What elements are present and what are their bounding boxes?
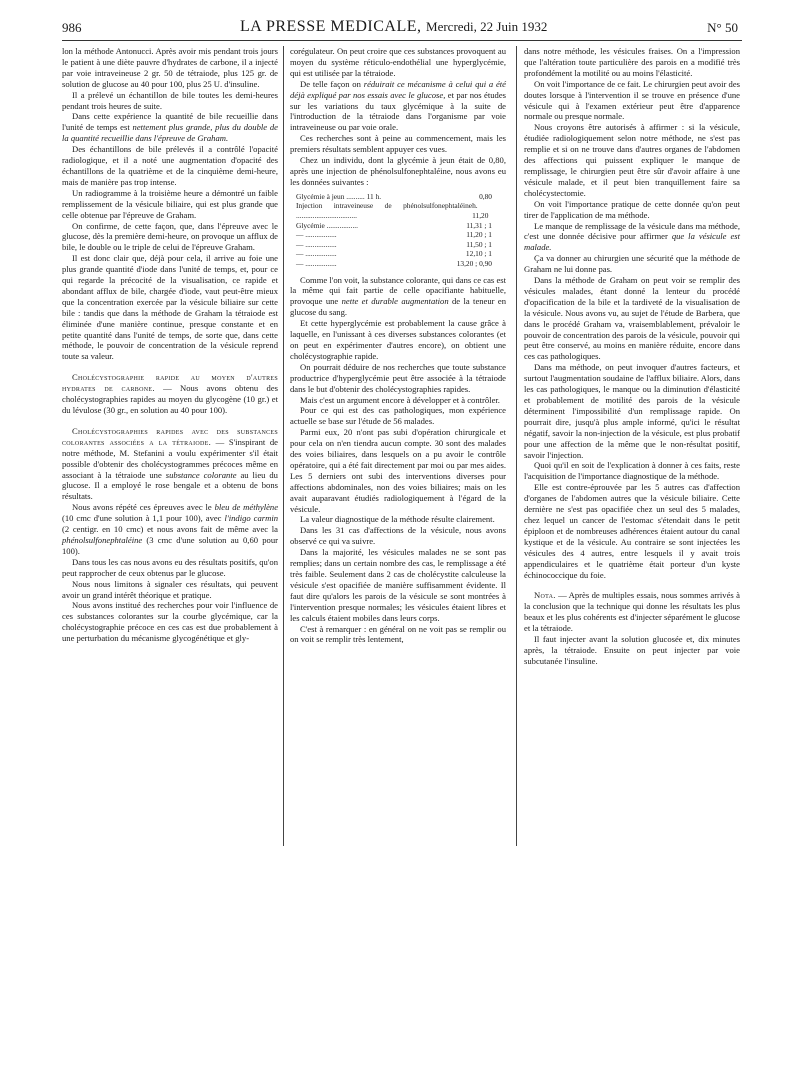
issue-number: N° 50 (707, 20, 738, 35)
paragraph: Nous nous limitons à signaler ces résultats, qui peuvent avoir un grand intérêt théorique et pratique. (62, 578, 278, 600)
paragraph: lon la méthode Antonucci. Après avoir mis pendant trois jours le patient à une diète pauvre d'hydrates de carbone, il a injecté par voie intraveineuse 2 gr. 50 de tétraiode, plus 125 gr. de solution de glucose au 40 pour 100, plus 25 U. d'insuline. (62, 46, 278, 89)
spacer (62, 362, 278, 372)
paragraph: Chez un individu, dont la glycémie à jeun était de 0,80, après une injection de phénolsulfonephtaléine, nous avons eu les données suivantes : (290, 155, 506, 187)
row-label: — ................. (296, 258, 337, 268)
paragraph: Dans la majorité, les vésicules malades ne se sont pas remplies; dans un certain nombre des cas, le remplissage a été très faible. Seulement dans 2 cas de cholécystite calculeuse la vésicule s'est opacifiée de manière suffisamment évidente. Il faut dire qu'alors les parois de la vésicule se sont montrées à l'intervention presque normales; les vésicules étaient libres et les calculs étaient mobiles dans leurs corps. (290, 547, 506, 623)
journal-title (240, 18, 547, 36)
paragraph: Ces recherches sont à peine au commencement, mais les premiers résultats semblent appuyer ces vues. (290, 133, 506, 155)
paragraph: Quoi qu'il en soit de l'explication à donner à ces faits, reste l'acquisition de l'importance diagnostique de la méthode. (524, 460, 740, 482)
row-value: 12,10 ; 1 (465, 249, 492, 259)
text-run: — Après de multiples essais, nous sommes arrivés à la conclusion que la technique qui donne les résultats les plus beaux et les plus cohérents est d'injecter séparément le glucose et la tétraiode. (524, 590, 740, 634)
paragraph: corégulateur. On peut croire que ces substances provoquent au moyen du système réticulo-endothélial une hyperglycémie, qui est utilisée par la tétraiode. (290, 46, 506, 78)
paragraph: La valeur diagnostique de la méthode résulte clairement. (300, 514, 495, 525)
paragraph (524, 590, 740, 634)
row-label: — ................. (296, 230, 337, 240)
paragraph: Pour ce qui est des cas pathologiques, mon expérience actuelle se base sur l'étude de 56 malades. (290, 405, 506, 427)
paragraph: Parmi eux, 20 n'ont pas subi d'opération chirurgicale et pour cela on n'en tiendra aucun compte. 30 sont des malades des voies biliaires, dans lesquels on a pu avoir le contrôle opératoire, qui a été fait directement par moi ou par mes aides. Les 5 derniers ont subi des interventions diverses pour affections abdominales, non des voies biliaires; mais on les avait auparavant étudiés radiologiquement à l'égard de la vésicule. (290, 427, 506, 514)
table-row (296, 259, 492, 269)
section-heading: Cholécystographie rapide au moyen d'autres hydrates de carbone. (62, 372, 278, 394)
paragraph: Dans ma méthode, on peut invoquer d'autres facteurs, et surtout l'augmentation soudaine de l'afflux biliaire. Alors, dans les cas pathologiques, le manque ou la diminution d'élasticité et probablement de motilité des parois de la vésicule déterminent l'impossibilité d'un remplissage rapide. On pourrait dire, jusqu'à plus ample informé, qu'ici le résultat négatif, savoir la non-injection de la vésicule, est plus probatif pour une affection de la même que le non-résultat positif, savoir l'injection. (524, 362, 740, 460)
row-label: — ................. (296, 239, 337, 249)
section-heading: Cholécystographies rapides avec des substances colorantes associées a la tétraiode. (62, 425, 278, 447)
column-2 (290, 46, 506, 645)
paragraph: C'est à remarquer : en général on ne voit pas se remplir ou on voit se remplir très lentement, (290, 623, 506, 645)
paragraph (62, 111, 278, 144)
page-number: 986 (62, 20, 82, 35)
text-run: — Nous avons obtenu des cholécystographies rapides au moyen du glycogène (10 gr.) et du lévulose (30 gr., en solution au 40 pour 100). (62, 383, 278, 415)
table-row (296, 230, 492, 240)
spacer (524, 580, 740, 590)
row-value: h. 11,20 (472, 201, 489, 220)
page-header (62, 18, 738, 40)
paragraph: Et cette hyperglycémie est probablement la cause grâce à laquelle, en l'unissant à ces diverses substances colorantes (et on peut en expérimenter d'autres encore), on obtient une cholécystographie rapide. (290, 318, 506, 361)
paragraph: Il faut injecter avant la solution glucosée et, dix minutes après, la tétraiode. Ensuite on peut injecter par voie subcutanée l'insuline. (524, 634, 740, 666)
paragraph (290, 79, 506, 134)
row-value: 0,80 (479, 191, 492, 201)
text-run: Le manque de remplissage de la vésicule dans ma méthode, c'est une donnée décisive pour affirmer (524, 220, 740, 242)
text-run: Comme l'on voit, la substance colorante, qui dans ce cas est la même qui fait partie de celle opacifiante habituelle, provoque une (290, 274, 506, 307)
paragraph: Ça va donner au chirurgien une sécurité que la méthode de Graham ne lui donne pas. (524, 253, 740, 275)
table-row (296, 201, 492, 220)
paragraph (524, 221, 740, 254)
column-3 (524, 46, 740, 667)
row-value: 11,50 ; 1 (466, 239, 492, 249)
emphasis: l'indigo carmin (224, 513, 278, 524)
paragraph (62, 502, 278, 557)
emphasis: phénolsulfonephtaléine (62, 534, 143, 545)
emphasis: substance colorante (165, 469, 237, 480)
paragraph: On confirme, de cette façon, que, dans l'épreuve avec le glucose, dès la première demi-heure, on provoque un afflux de bile, le double ou le triple de celui de l'épreuve Graham. (62, 220, 278, 253)
table-row (296, 249, 492, 259)
row-label: Injection intraveineuse de phénolsulfonephtaléine ................................. (296, 201, 473, 220)
paragraph (290, 275, 506, 319)
text-run: de la teneur en glucose du sang. (290, 296, 507, 318)
text-run: (2 centigr. en 10 cmc) et nous avons fait de même avec la (62, 524, 278, 535)
text-run: au lieu du glucose. Il a employé le rose bengale et a obtenu de bons résultats. (62, 469, 278, 502)
header-rule (62, 40, 742, 41)
text-run: (10 cmc d'une solution à 1,1 pour 100), avec (62, 513, 222, 524)
issue-date: Mercredi, 22 Juin 1932 (426, 19, 548, 34)
paragraph: Dans tous les cas nous avons eu des résultats positifs, qu'on peut rapprocher de ceux obtenus par le glucose. (62, 556, 278, 578)
paragraph: On voit l'importance de ce fait. Le chirurgien peut avoir des doutes lorsque à l'intervention il se trouve en présence d'une vésicule qui à l'examen extérieur peut être d'apparence normale ou presque normale. (524, 78, 740, 122)
column-1 (62, 46, 278, 644)
paragraph: Des échantillons de bile prélevés il a contrôlé l'opacité radiologique, et il a noté une augmentation d'opacité des échantillons de la quatrième et de la cinquième demi-heure, mais de manière pas trop intense. (62, 144, 278, 187)
emphasis: nette et durable augmentation (341, 296, 449, 307)
text-run: (3 cmc d'une solution au 0,60 pour 100). (62, 534, 278, 556)
row-value: 11,31 ; 1 (466, 220, 492, 230)
paragraph: Il est donc clair que, déjà pour cela, il arrive au foie une plus grande quantité d'iode dans l'unité de temps, et, pour ce qui regarde la précocité de la visualisation, ce rapide et abondant afflux de bile, chargée d'iode, vaut peut-être mieux que la concentration exercée par la vésicule biliaire sur cette bile : tandis que dans la méthode de Graham la tétraiode est éliminée d'une manière continue, presque constante et en petite quantité dans l'unité de temps, de sorte que, dans cette méthode, le pouvoir de concentration de la vésicule reprend toute sa valeur. (62, 253, 278, 362)
paragraph: Elle est contre-éprouvée par les 5 autres cas d'affection d'organes de l'abdomen autres que la vésicule biliaire. Cette dernière ne s'est pas opacifiée chez un seul des 5 malades, chez lequel un cancer de l'estomac s'étendait dans le petit épiploon et de nombreuses adhérences étaient autour du canal kystique et de la vésicule. Au contraire se sont injectées les vésicules des 4 autres, entre lesquels il y avait trois appendiculaires et le quatrième était porteur d'un kyste échinococcique du foie. (524, 482, 740, 580)
row-label: Glycémie ................. (296, 220, 358, 230)
journal-name: LA PRESSE MEDICALE, (240, 18, 422, 35)
emphasis: bleu de méthylène (214, 502, 279, 513)
note-heading: Nota. (534, 590, 556, 601)
text-run: et par nos études sur les variations du taux glycémique à la suite de l'introduction de la tétraiode dans l'organisme par voie intraveineuse ou par voie orale. (290, 89, 506, 133)
row-label: — ................. (296, 249, 337, 259)
row-value: 13,20 ; 0,90 (456, 258, 492, 268)
emphasis: nettement plus grande, plus du double de la quantité recueillie dans l'épreuve de Graham. (62, 122, 278, 144)
paragraph: Mais c'est un argument encore à développer et à contrôler. (300, 394, 500, 405)
paragraph: Dans les 31 cas d'affections de la vésicule, nous avons observé ce qui va suivre. (290, 525, 506, 547)
paragraph: Nous avons institué des recherches pour voir l'influence de ces substances colorantes sur la courbe glycémique, car la cholécystographie précoce en ces cas est due probablement à une perturbation du mécanisme glycogénétique et gly- (62, 600, 278, 644)
paragraph: Nous croyons être autorisés à affirmer : si la vésicule, étudiée radiologiquement selon notre méthode, ne s'est pas remplie et si on ne trouve dans d'autres organes de l'abdomen des affections qui puissent expliquer le manque de remplissage, le chirurgien peut être sûr d'avoir affaire à une vésicule malade, et il peut bien tranquillement faire sa cholécystectomie. (524, 122, 740, 198)
spacer (62, 416, 278, 426)
row-label: Glycémie à jeun .......... 11 h. (296, 191, 382, 201)
emphasis: réduirait ce mécanisme à celui qui a été déjà expliqué par nos essais avec le glucose, (290, 78, 506, 100)
paragraph (62, 426, 278, 502)
column-divider (516, 46, 517, 846)
text-run: Dans cette expérience la quantité de bile recueillie dans l'unité de temps est (62, 111, 278, 133)
paragraph (62, 372, 278, 416)
table-row (296, 192, 492, 202)
emphasis: que la vésicule est malade. (524, 231, 741, 253)
table-row (296, 240, 492, 250)
row-value: 11,20 ; 1 (466, 230, 492, 240)
paragraph: dans notre méthode, les vésicules fraises. On a l'impression que l'altération toute particulière des parois en a modifié très profondément la motilité ou au moins l'élasticité. (524, 46, 740, 78)
paragraph: On voit l'importance pratique de cette donnée qu'on peut tirer de l'application de ma méthode. (524, 198, 740, 220)
glycemia-table (296, 192, 506, 269)
table-row (296, 221, 492, 231)
paragraph: On pourrait déduire de nos recherches que toute substance productrice d'hyperglycémie peut être associée à la tétraiode dans le but d'obtenir des cholécystographies rapides. (290, 361, 506, 394)
paragraph: Dans la méthode de Graham on peut voir se remplir des vésicules malades, étant donné la lenteur du procédé d'opacification de la bile et la tardiveté de la visualisation de la vésicule. Nous avons vu, au sujet de l'étude de Barbera, que dans le procédé Graham va, vraisemblablement, prévaloir le pouvoir de concentration des parois de la vésicule, pouvoir qui peut être conservé, au moins en manière réduite, encore dans ces cas pathologiques. (524, 275, 740, 362)
text-run: De telle façon on (300, 78, 361, 89)
paragraph: Il a prélevé un échantillon de bile toutes les demi-heures pendant trois heures de suite. (62, 89, 278, 111)
text-run: Nous avons répété ces épreuves avec le (72, 502, 212, 513)
column-divider (283, 46, 284, 846)
text-run: — S'inspirant de notre méthode, M. Stefanini a voulu expérimenter s'il était possible d'obtenir des cholécystogrammes précoces même en associant à la tétraiode une (62, 436, 278, 480)
paragraph: Un radiogramme à la troisième heure a démontré un faible remplissement de la vésicule biliaire, qui est plus grande que celle obtenue par l'épreuve de Graham. (62, 187, 278, 220)
